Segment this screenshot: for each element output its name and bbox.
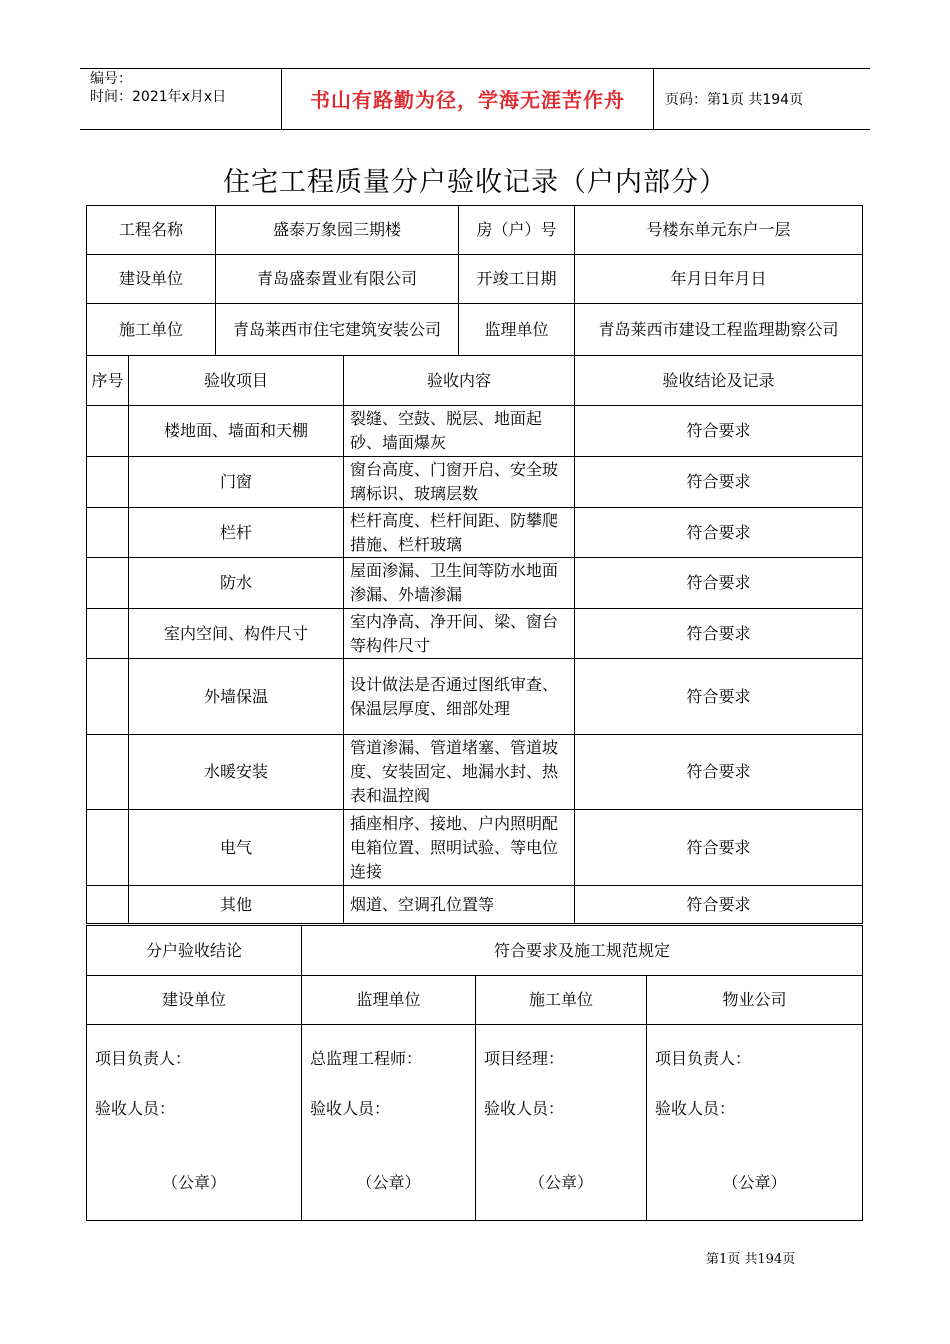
row-content: 栏杆高度、栏杆间距、防攀爬措施、栏杆玻璃 xyxy=(344,508,575,558)
row-result: 符合要求 xyxy=(575,810,863,886)
row-result: 符合要求 xyxy=(575,609,863,659)
role-label: 项目负责人： xyxy=(95,1049,192,1068)
serial-label: 编号： xyxy=(90,71,132,87)
row-content: 裂缝、空鼓、脱层、地面起砂、墙面爆灰 xyxy=(344,406,575,457)
row-result: 符合要求 xyxy=(575,406,863,457)
seal-label: （公章） xyxy=(356,1173,421,1192)
footer-page-number: 第1页 共194页 xyxy=(706,1252,796,1267)
row-content: 设计做法是否通过图纸审查、保温层厚度、细部处理 xyxy=(344,659,575,735)
row-result: 符合要求 xyxy=(575,735,863,810)
info-row-builder xyxy=(87,255,863,304)
inspector-label: 验收人员： xyxy=(95,1099,176,1118)
signature-block-contractor xyxy=(476,1025,647,1221)
table-row xyxy=(87,457,863,508)
row-content: 窗台高度、门窗开启、安全玻璃标识、玻璃层数 xyxy=(344,457,575,508)
row-item: 电气 xyxy=(129,810,344,886)
table-row xyxy=(87,609,863,659)
row-item: 室内空间、构件尺寸 xyxy=(129,609,344,659)
contractor-label: 施工单位 xyxy=(87,304,216,356)
conclusion-row xyxy=(87,926,863,976)
room-value: 号楼东单元东户一层 xyxy=(575,206,863,255)
table-row xyxy=(87,659,863,735)
header-divider-2 xyxy=(653,68,654,129)
header-meta xyxy=(90,70,226,106)
row-content: 屋面渗漏、卫生间等防水地面渗漏、外墙渗漏 xyxy=(344,558,575,609)
signature-row xyxy=(87,1025,863,1221)
table-row xyxy=(87,810,863,886)
signature-table xyxy=(86,925,863,1221)
row-content: 插座相序、接地、户内照明配电箱位置、照明试验、等电位连接 xyxy=(344,810,575,886)
inspector-label: 验收人员： xyxy=(655,1099,736,1118)
col-item-header: 验收项目 xyxy=(129,356,344,406)
signature-block-supervisor xyxy=(302,1025,476,1221)
conclusion-value: 符合要求及施工规范规定 xyxy=(302,926,863,976)
row-item: 防水 xyxy=(129,558,344,609)
role-label: 项目负责人： xyxy=(655,1049,752,1068)
row-seq xyxy=(87,886,129,924)
table-row xyxy=(87,558,863,609)
role-label: 总监理工程师： xyxy=(310,1049,423,1068)
supervisor-label: 监理单位 xyxy=(459,304,575,356)
supervisor-value: 青岛莱西市建设工程监理勘察公司 xyxy=(575,304,863,356)
builder-value: 青岛盛泰置业有限公司 xyxy=(216,255,459,304)
party-property-name: 物业公司 xyxy=(647,976,863,1025)
project-name-value: 盛泰万象园三期楼 xyxy=(216,206,459,255)
signature-block-builder xyxy=(87,1025,302,1221)
conclusion-label: 分户验收结论 xyxy=(87,926,302,976)
row-item: 其他 xyxy=(129,886,344,924)
header-bottom-rule xyxy=(80,129,870,130)
header-top-rule xyxy=(80,68,870,69)
inspection-table xyxy=(86,205,863,924)
row-seq xyxy=(87,609,129,659)
row-seq xyxy=(87,810,129,886)
inspector-label: 验收人员： xyxy=(310,1099,391,1118)
row-seq xyxy=(87,508,129,558)
row-result: 符合要求 xyxy=(575,508,863,558)
row-seq xyxy=(87,558,129,609)
row-result: 符合要求 xyxy=(575,886,863,924)
dates-label: 开竣工日期 xyxy=(459,255,575,304)
row-seq xyxy=(87,406,129,457)
table-row xyxy=(87,886,863,924)
seal-label: （公章） xyxy=(722,1173,787,1192)
column-header-row xyxy=(87,356,863,406)
document-title: 住宅工程质量分户验收记录（户内部分） xyxy=(223,167,727,198)
seal-label: （公章） xyxy=(161,1173,226,1192)
row-content: 管道渗漏、管道堵塞、管道坡度、安装固定、地漏水封、热表和温控阀 xyxy=(344,735,575,810)
seal-label: （公章） xyxy=(528,1173,593,1192)
row-seq xyxy=(87,659,129,735)
row-result: 符合要求 xyxy=(575,659,863,735)
party-contractor-name: 施工单位 xyxy=(476,976,647,1025)
row-seq xyxy=(87,735,129,810)
info-row-project xyxy=(87,206,863,255)
row-result: 符合要求 xyxy=(575,457,863,508)
col-result-header: 验收结论及记录 xyxy=(575,356,863,406)
room-label: 房（户）号 xyxy=(459,206,575,255)
row-item: 楼地面、墙面和天棚 xyxy=(129,406,344,457)
row-item: 外墙保温 xyxy=(129,659,344,735)
time-label: 时间：2021年x月x日 xyxy=(90,89,227,105)
party-supervisor-name: 监理单位 xyxy=(302,976,476,1025)
dates-value: 年月日年月日 xyxy=(575,255,863,304)
header-motto: 书山有路勤为径，学海无涯苦作舟 xyxy=(310,88,625,112)
project-name-label: 工程名称 xyxy=(87,206,216,255)
col-content-header: 验收内容 xyxy=(344,356,575,406)
row-item: 栏杆 xyxy=(129,508,344,558)
party-header-row xyxy=(87,976,863,1025)
row-content: 室内净高、净开间、梁、窗台等构件尺寸 xyxy=(344,609,575,659)
header-page-number: 页码：第1页 共194页 xyxy=(665,92,804,108)
info-row-contractor xyxy=(87,304,863,356)
table-row xyxy=(87,508,863,558)
builder-label: 建设单位 xyxy=(87,255,216,304)
col-seq-header: 序号 xyxy=(87,356,129,406)
row-seq xyxy=(87,457,129,508)
signature-block-property xyxy=(647,1025,863,1221)
table-row xyxy=(87,406,863,457)
row-content: 烟道、空调孔位置等 xyxy=(344,886,575,924)
inspector-label: 验收人员： xyxy=(484,1099,565,1118)
role-label: 项目经理： xyxy=(484,1049,565,1068)
row-item: 水暖安装 xyxy=(129,735,344,810)
contractor-value: 青岛莱西市住宅建筑安装公司 xyxy=(216,304,459,356)
table-row xyxy=(87,735,863,810)
party-builder-name: 建设单位 xyxy=(87,976,302,1025)
row-result: 符合要求 xyxy=(575,558,863,609)
row-item: 门窗 xyxy=(129,457,344,508)
